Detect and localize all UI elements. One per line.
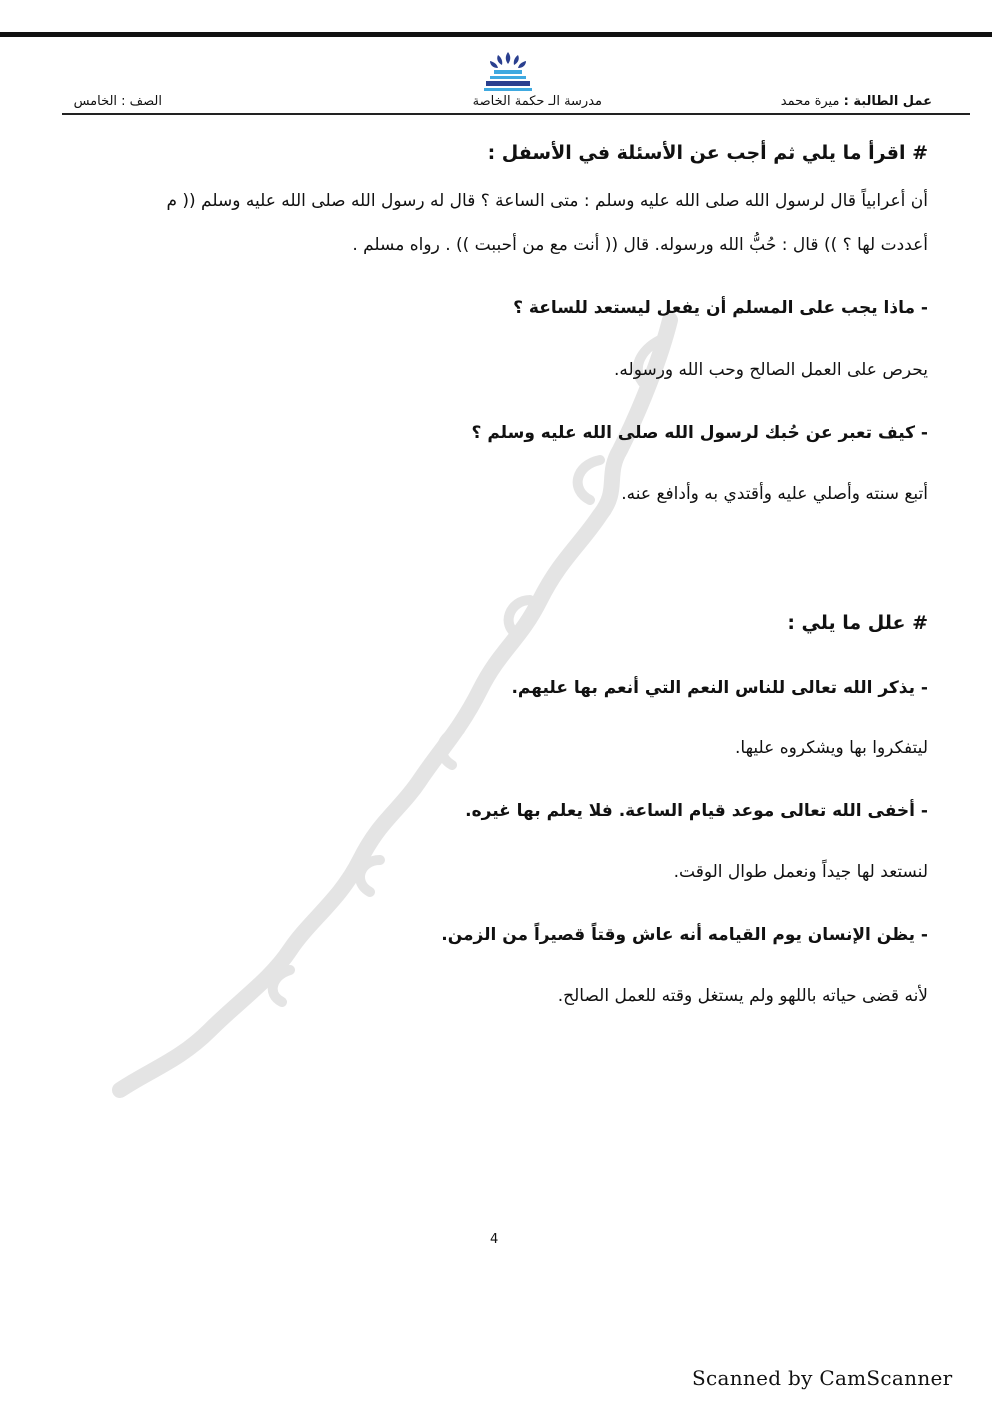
scanner-footer: Scanned by CamScanner bbox=[692, 1366, 953, 1390]
page-header bbox=[62, 88, 932, 114]
top-border bbox=[0, 32, 992, 37]
student-info bbox=[781, 94, 932, 109]
school-name: مدرسة الـ حكمة الخاصة bbox=[472, 94, 602, 109]
grade-label: الصف : الخامس bbox=[73, 94, 162, 109]
reason-answer-3: لأنه قضى حياته باللهو ولم يستغل وقته للعمل الصالح. bbox=[557, 986, 928, 1006]
section2-heading: # علل ما يلي : bbox=[787, 612, 928, 634]
question-1: - ماذا يجب على المسلم أن يفعل ليستعد للساعة ؟ bbox=[513, 298, 928, 318]
reason-answer-2: لنستعد لها جيداً ونعمل طوال الوقت. bbox=[673, 862, 928, 882]
hadith-paragraph-line1: أن أعرابياً قال لرسول الله صلى الله عليه وسلم : متى الساعة ؟ قال له رسول الله صلى الله عليه وسلم (( م bbox=[166, 191, 928, 211]
reason-answer-1: ليتفكروا بها ويشكروه عليها. bbox=[734, 738, 928, 758]
answer-1: يحرص على العمل الصالح وحب الله ورسوله. bbox=[614, 360, 928, 380]
reason-question-3: - يظن الإنسان يوم القيامه أنه عاش وقتاً قصيراً من الزمن. bbox=[441, 925, 928, 945]
page-number: 4 bbox=[490, 1232, 499, 1247]
reason-question-2: - أخفى الله تعالى موعد قيام الساعة. فلا يعلم بها غيره. bbox=[465, 801, 928, 821]
student-label: عمل الطالبة : bbox=[843, 94, 932, 109]
reason-question-1: - يذكر الله تعالى للناس النعم التي أنعم بها عليهم. bbox=[511, 678, 928, 698]
question-2: - كيف تعبر عن حُبك لرسول الله صلى الله عليه وسلم ؟ bbox=[471, 423, 928, 443]
header-divider bbox=[62, 113, 970, 115]
answer-2: أتبع سنته وأصلي عليه وأقتدي به وأدافع عنه. bbox=[621, 484, 928, 504]
section1-heading: # اقرأ ما يلي ثم أجب عن الأسئلة في الأسفل : bbox=[487, 142, 928, 164]
student-name: ميرة محمد bbox=[780, 94, 840, 109]
hadith-paragraph-line2: أعددت لها ؟ )) قال : حُبُّ الله ورسوله. قال (( أنت مع من أحببت )) . رواه مسلم . bbox=[352, 235, 928, 255]
